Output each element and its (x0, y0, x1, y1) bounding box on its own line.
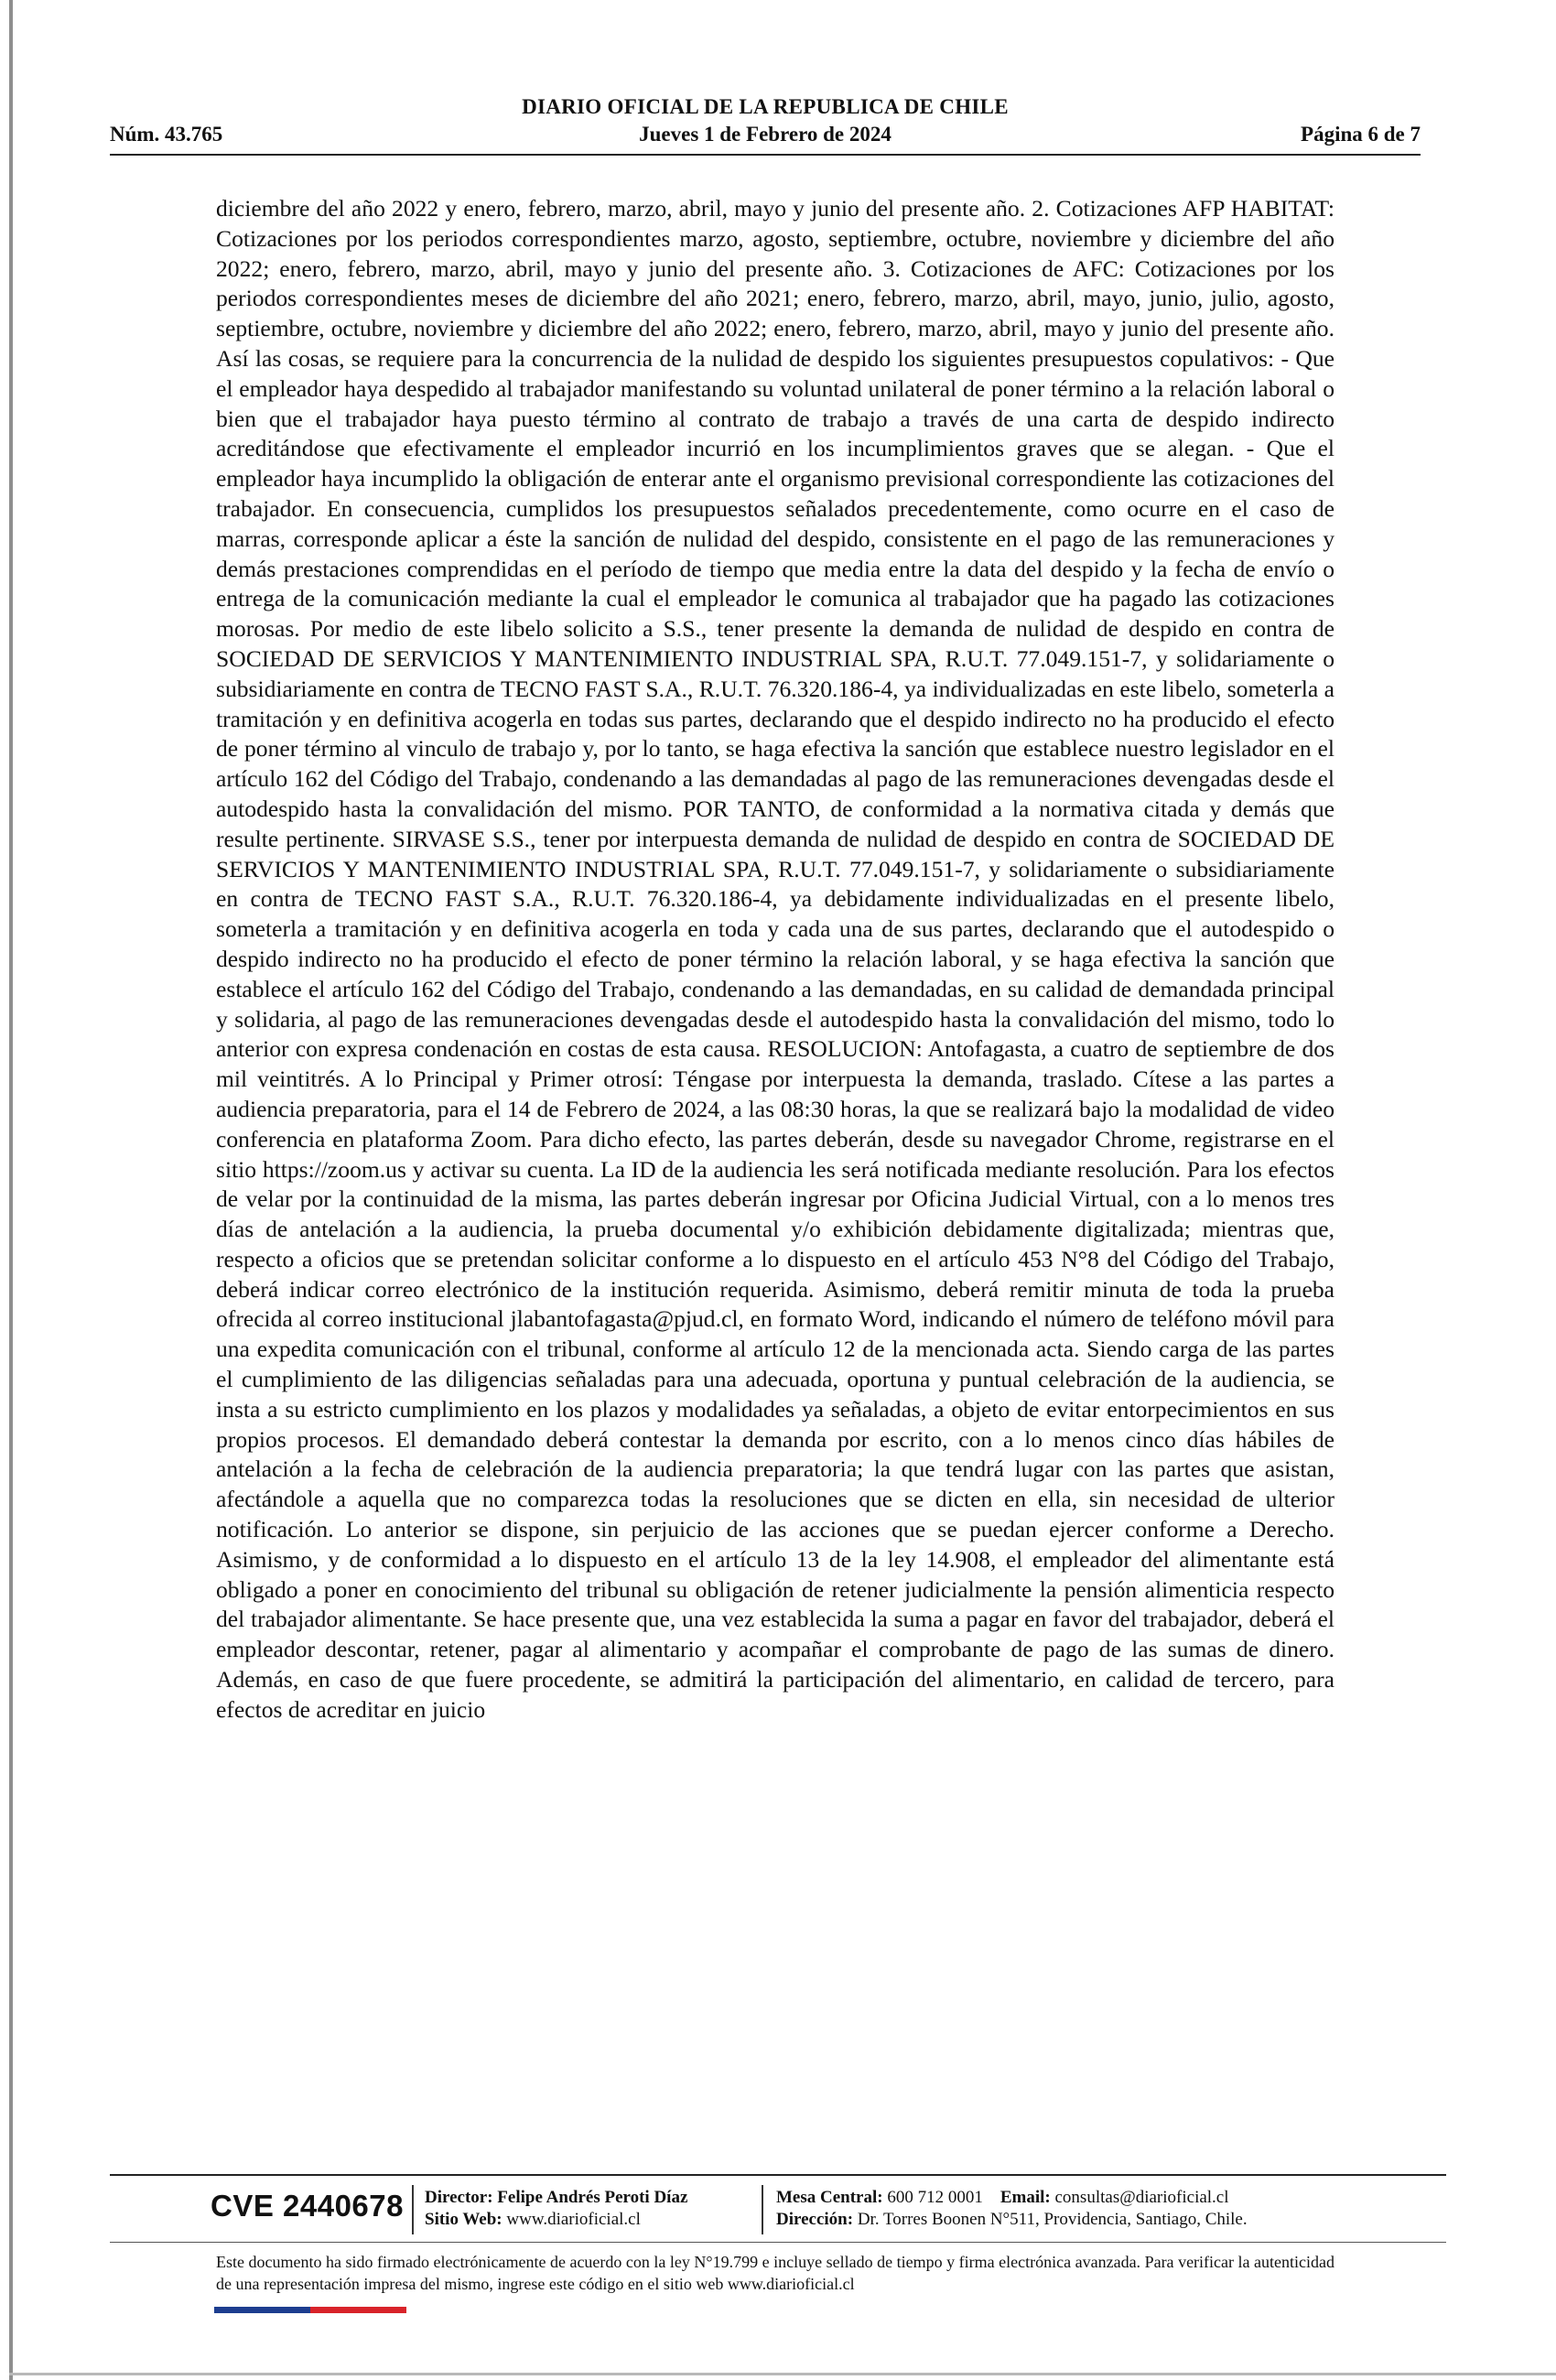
email-link[interactable]: consultas@diarioficial.cl (1054, 2188, 1229, 2207)
page-header (110, 92, 1421, 156)
publication-title: DIARIO OFICIAL DE LA REPUBLICA DE CHILE (522, 95, 1009, 118)
director-line (425, 2187, 687, 2209)
footer-note-divider (110, 2242, 1446, 2243)
footer-divider (110, 2174, 1446, 2176)
website-link[interactable]: www.diarioficial.cl (506, 2210, 641, 2229)
issue-date: Jueves 1 de Febrero de 2024 (639, 123, 891, 146)
phone-value: 600 712 0001 (887, 2188, 983, 2207)
footer-contact-block (776, 2187, 1248, 2231)
contact-line (776, 2187, 1248, 2209)
page-edge-left (9, 0, 13, 2380)
director-name: Felipe Andrés Peroti Díaz (497, 2188, 688, 2207)
page-number: Página 6 de 7 (1301, 123, 1421, 146)
address-value: Dr. Torres Boonen N°511, Providencia, Santiago, Chile. (857, 2210, 1248, 2229)
website-line (425, 2209, 687, 2231)
address-label: Dirección: (776, 2210, 854, 2229)
flag-blue-segment (214, 2307, 310, 2313)
email-label: Email: (1000, 2188, 1051, 2207)
flag-red-segment (310, 2307, 406, 2313)
website-label: Sitio Web: (425, 2210, 502, 2229)
footer-director-block (425, 2187, 687, 2231)
issue-number: Núm. 43.765 (110, 123, 223, 146)
document-body: diciembre del año 2022 y enero, febrero, marzo, abril, mayo y junio del presente año. 2. Cotizaciones AFP HABITAT: Cotizaciones por los periodos correspondientes marzo, agosto, septiembre, octubre, noviembre y diciembre del año 2022; enero, febrero, marzo, abril, mayo y junio del presente año. 3. Cotizaciones de AFC: Cotizaciones por los periodos correspondientes meses de diciembre del año 2021; enero, febrero, marzo, abril, mayo, junio, julio, agosto, septiembre, octubre, noviembre y diciembre del año 2022; enero, febrero, marzo, abril, mayo y junio del presente año. Así las cosas, se requiere para la concurrencia de la nulidad de despido los siguientes presupuestos copulativos: - Que el empleador haya despedido al trabajador manifestando su voluntad unilateral de poner término a la relación laboral o bien que el trabajador haya puesto término al contrato de trabajo a través de una carta de despido indirecto acreditándose que efectivamente el empleador incurrió en los incumplimientos graves que se alegan. - Que el empleador haya incumplido la obligación de enterar ante el organismo previsional correspondiente las cotizaciones del trabajador. En consecuencia, cumplidos los presupuestos señalados precedentemente, como ocurre en el caso de marras, corresponde aplicar a éste la sanción de nulidad del despido, consistente en el pago de las remuneraciones y demás prestaciones comprendidas en el período de tiempo que media entre la data del despido y la fecha de envío o entrega de la comunicación mediante la cual el empleador le comunica al trabajador que ha pagado las cotizaciones morosas. Por medio de este libelo solicito a S.S., tener presente la demanda de nulidad de despido en contra de SOCIEDAD DE SERVICIOS Y MANTENIMIENTO INDUSTRIAL SPA, R.U.T. 77.049.151-7, y solidariamente o subsidiariamente en contra de TECNO FAST S.A., R.U.T. 76.320.186-4, ya individualizadas en este libelo, someterla a tramitación y en definitiva acogerla en todas sus partes, declarando que el despido indirecto no ha producido el efecto de poner término al vinculo de trabajo y, por lo tanto, se haga efectiva la sanción que establece nuestro legislador en el artículo 162 del Código del Trabajo, condenando a las demandadas al pago de las remuneraciones devengadas desde el autodespido hasta la convalidación del mismo. POR TANTO, de conformidad a la normativa citada y demás que resulte pertinente. SIRVASE S.S., tener por interpuesta demanda de nulidad de despido en contra de SOCIEDAD DE SERVICIOS Y MANTENIMIENTO INDUSTRIAL SPA, R.U.T. 77.049.151-7, y solidariamente o subsidiariamente en contra de TECNO FAST S.A., R.U.T. 76.320.186-4, ya debidamente individualizadas en el presente libelo, someterla a tramitación y en definitiva acogerla en toda y cada una de sus partes, declarando que el autodespido o despido indirecto no ha producido el efecto de poner término la relación laboral, y se haga efectiva la sanción que establece el artículo 162 del Código del Trabajo, condenando a las demandadas, en su calidad de demandada principal y solidaria, al pago de las remuneraciones devengadas desde el autodespido hasta la convalidación del mismo, todo lo anterior con expresa condenación en costas de esta causa. RESOLUCION: Antofagasta, a cuatro de septiembre de dos mil veintitrés. A lo Principal y Primer otrosí: Téngase por interpuesta la demanda, traslado. Cítese a las partes a audiencia preparatoria, para el 14 de Febrero de 2024, a las 08:30 horas, la que se realizará bajo la modalidad de video conferencia en plataforma Zoom. Para dicho efecto, las partes deberán, desde su navegador Chrome, registrarse en el sitio https://zoom.us y activar su cuenta. La ID de la audiencia les será notificada mediante resolución. Para los efectos de velar por la continuidad de la misma, las partes deberán ingresar por Oficina Judicial Virtual, con a lo menos tres días de antelación a la audiencia, la prueba documental y/o exhibición debidamente digitalizada; mientras que, respecto a oficios que se pretendan solicitar conforme a lo dispuesto en el artículo 453 N°8 del Código del Trabajo, deberá indicar correo electrónico de la institución requerida. Asimismo, deberá remitir minuta de toda la prueba ofrecida al correo institucional jlabantofagasta@pjud.cl, en formato Word, indicando el número de teléfono móvil para una expedita comunicación con el tribunal, conforme al artículo 12 de la mencionada acta. Siendo carga de las partes el cumplimiento de las diligencias señaladas para una adecuada, oportuna y puntual celebración de la audiencia, se insta a su estricto cumplimiento en los plazos y modalidades ya señaladas, a objeto de evitar entorpecimientos en sus propios procesos. El demandado deberá contestar la demanda por escrito, con a lo menos cinco días hábiles de antelación a la fecha de celebración de la audiencia preparatoria; la que tendrá lugar con las partes que asistan, afectándole a aquella que no comparezca todas la resoluciones que se dicten en ella, sin necesidad de ulterior notificación. Lo anterior se dispone, sin perjuicio de las acciones que se puedan ejercer conforme a Derecho. Asimismo, y de conformidad a lo dispuesto en el artículo 13 de la ley 14.908, el empleador del alimentante está obligado a poner en conocimiento del tribunal su obligación de retener judicialmente la pensión alimenticia respecto del trabajador alimentante. Se hace presente que, una vez establecida la suma a pagar en favor del trabajador, deberá el empleador descontar, retener, pagar al alimentario y acompañar el comprobante de pago de las sumas de dinero. Además, en caso de que fuere procedente, se admitirá la participación del alimentario, en calidad de tercero, para efectos de acreditar en juicio (216, 195, 1334, 1723)
phone-label: Mesa Central: (776, 2188, 883, 2207)
director-label: Director: (425, 2188, 493, 2207)
page-footer (110, 2181, 1446, 2236)
chile-flag-stripe (214, 2307, 406, 2313)
page-edge-bottom (9, 2373, 1556, 2375)
header-divider (110, 154, 1421, 156)
footer-separator (412, 2185, 414, 2234)
footer-separator (762, 2185, 763, 2234)
signature-note: Este documento ha sido firmado electrónicamente de acuerdo con la ley N°19.799 e incluye sellado de tiempo y firma electrónica avanzada. Para verificar la autenticidad de una representación impresa del mismo, ingrese este código en el sitio web www.diarioficial.cl (216, 2253, 1334, 2293)
cve-code: CVE 2440678 (211, 2189, 404, 2223)
address-line (776, 2209, 1248, 2231)
